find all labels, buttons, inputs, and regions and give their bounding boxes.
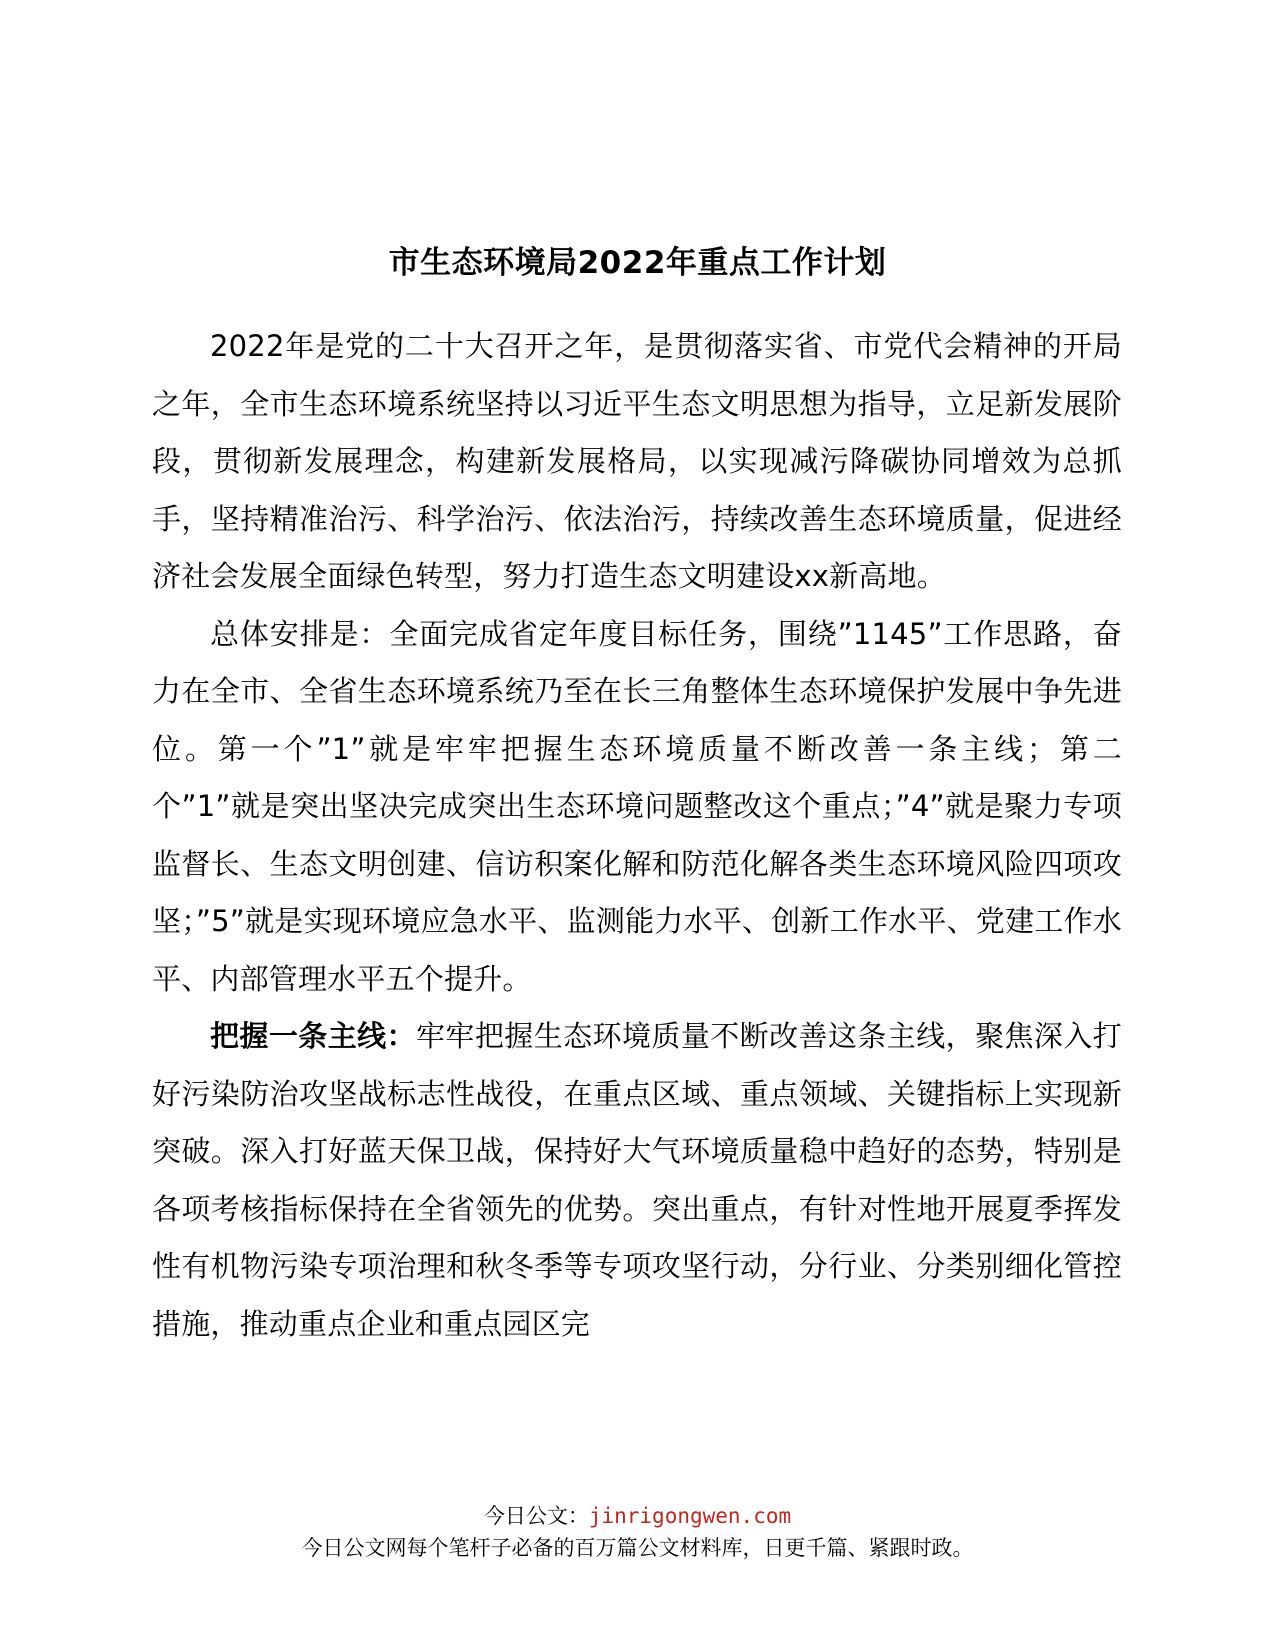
paragraph-main-line-text: 牢牢把握生态环境质量不断改善这条主线，聚焦深入打好污染防治攻坚战标志性战役，在重点区域、重点领域、关键指标上实现新突破。深入打好蓝天保卫战，保持好大气环境质量稳中趋好的态势，特别是各项考核指标保持在全省领先的优势。突出重点，有针对性地开展夏季挥发性有机物污染专项治理和秋冬季等专项攻坚行动，分行业、分类别细化管控措施，推动重点企业和重点园区完 xyxy=(152,1019,1122,1341)
paragraph-overall-plan xyxy=(152,606,1122,1009)
document-title: 市生态环境局2022年重点工作计划 xyxy=(388,245,887,281)
paragraph-main-line-lead: 把握一条主线： xyxy=(210,1019,416,1053)
document-body xyxy=(152,318,1122,1353)
page-footer xyxy=(0,1500,1275,1564)
footer-site-link[interactable]: jinrigongwen.com xyxy=(588,1504,792,1528)
paragraph-overall-plan-text: 总体安排是：全面完成省定年度目标任务，围绕”1145”工作思路，奋力在全市、全省生态环境系统乃至在长三角整体生态环境保护发展中争先进位。第一个”1”就是牢牢把握生态环境质量不断改善一条主线；第二个”1”就是突出坚决完成突出生态环境问题整改这个重点；”4”就是聚力专项监督长、生态文明创建、信访积案化解和防范化解各类生态环境风险四项攻坚；”5”就是实现环境应急水平、监测能力水平、创新工作水平、党建工作水平、内部管理水平五个提升。 xyxy=(152,616,1122,996)
paragraph-intro xyxy=(152,318,1122,606)
footer-site-line xyxy=(0,1500,1275,1532)
paragraph-intro-text: 2022年是党的二十大召开之年，是贯彻落实省、市党代会精神的开局之年，全市生态环境系统坚持以习近平生态文明思想为指导，立足新发展阶段，贯彻新发展理念，构建新发展格局，以实现减污降碳协同增效为总抓手，坚持精准治污、科学治污、依法治污，持续改善生态环境质量，促进经济社会发展全面绿色转型，努力打造生态文明建设xx新高地。 xyxy=(152,329,1122,593)
footer-site-label: 今日公文： xyxy=(483,1504,589,1528)
footer-slogan: 今日公文网每个笔杆子必备的百万篇公文材料库，日更千篇、紧跟时政。 xyxy=(301,1536,974,1560)
paragraph-main-line xyxy=(152,1008,1122,1353)
